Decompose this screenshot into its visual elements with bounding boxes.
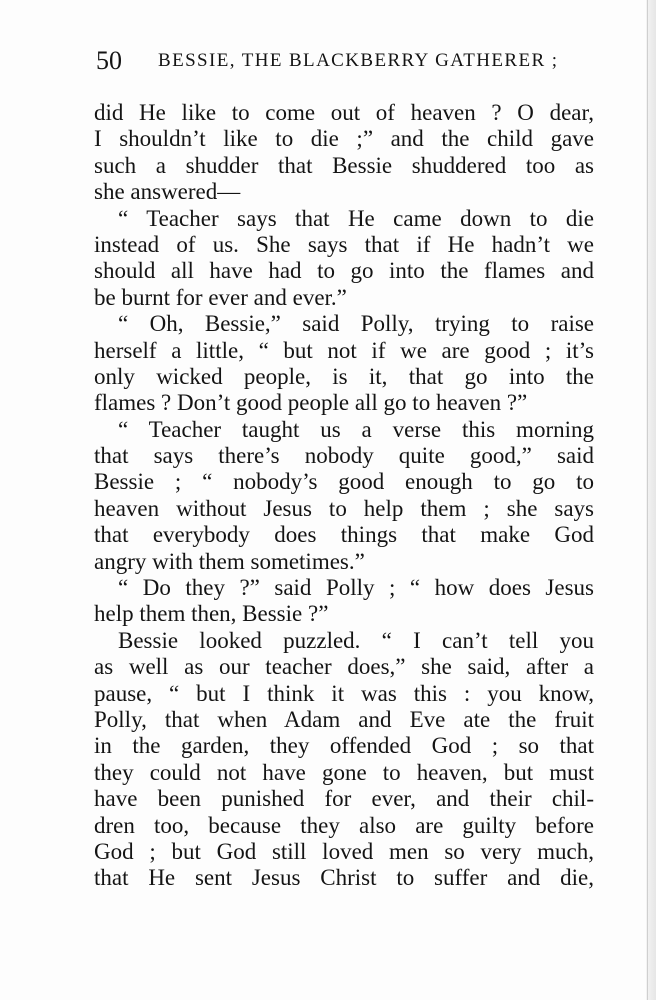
- text-line: Polly, that when Adam and Eve ate the fruit: [94, 706, 594, 732]
- text-line: dren too, because they also are guilty before: [94, 812, 594, 838]
- page-edge-line: [647, 0, 648, 1000]
- text-line: “ Oh, Bessie,” said Polly, trying to raise: [118, 311, 594, 337]
- text-line: she answered—: [94, 179, 241, 205]
- text-line: that says there’s nobody quite good,” said: [94, 443, 594, 469]
- text-line: should all have had to go into the flames and: [94, 258, 594, 284]
- text-line: that He sent Jesus Christ to suffer and die,: [94, 865, 594, 891]
- text-line: Bessie ; “ nobody’s good enough to go to: [94, 469, 594, 495]
- page-body-text: [94, 100, 594, 892]
- text-line: herself a little, “ but not if we are good ; it’s: [94, 337, 594, 363]
- text-line: only wicked people, is it, that go into the: [94, 363, 594, 389]
- text-line: help them then, Bessie ?”: [94, 601, 329, 627]
- text-line: that everybody does things that make God: [94, 522, 594, 548]
- text-line: in the garden, they offended God ; so that: [94, 733, 594, 759]
- text-line: “ Teacher taught us a verse this morning: [118, 416, 594, 442]
- text-line: they could not have gone to heaven, but must: [94, 759, 594, 785]
- page-header: [96, 44, 596, 78]
- text-line: flames ? Don’t good people all go to heaven ?”: [94, 390, 528, 416]
- text-line: I shouldn’t like to die ;” and the child gave: [94, 126, 594, 152]
- text-line: God ; but God still loved men so very much,: [94, 838, 594, 864]
- text-line: be burnt for ever and ever.”: [94, 284, 347, 310]
- text-line: “ Do they ?” said Polly ; “ how does Jesus: [118, 575, 594, 601]
- page-number: 50: [96, 46, 122, 75]
- text-line: angry with them sometimes.”: [94, 548, 365, 574]
- text-line: “ Teacher says that He came down to die: [118, 205, 594, 231]
- running-head: BESSIE, THE BLACKBERRY GATHERER ;: [158, 50, 559, 71]
- text-line: instead of us. She says that if He hadn’t we: [94, 231, 594, 257]
- text-line: did He like to come out of heaven ? O dear,: [94, 100, 594, 125]
- text-line: have been punished for ever, and their chil-: [94, 786, 594, 812]
- text-line: Bessie looked puzzled. “ I can’t tell you: [118, 627, 594, 653]
- text-line: such a shudder that Bessie shuddered too as: [94, 152, 594, 178]
- text-line: as well as our teacher does,” she said, after a: [94, 654, 594, 680]
- text-line: heaven without Jesus to help them ; she says: [94, 495, 594, 521]
- text-line: pause, “ but I think it was this : you know,: [94, 680, 594, 706]
